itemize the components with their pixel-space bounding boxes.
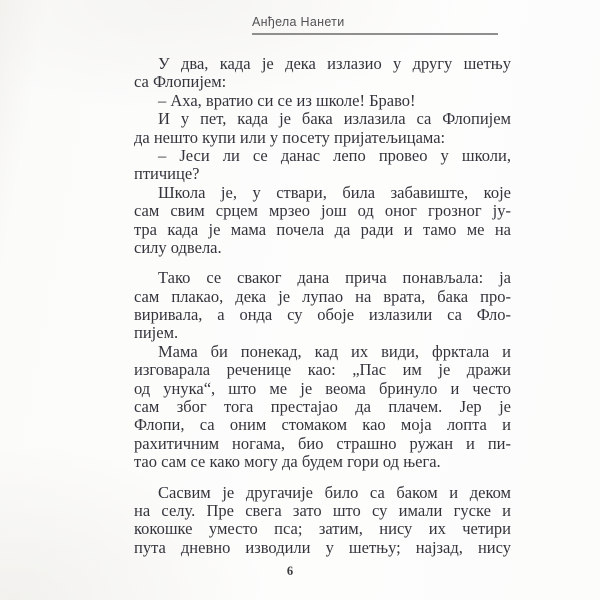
text-line: изговарала реченице као: „Пас им је дражи (134, 361, 511, 380)
paragraph (134, 55, 511, 92)
text-line: од унука“, што ме је веома бринуло и често (134, 379, 511, 398)
page-number: 6 (286, 564, 294, 578)
running-header (252, 13, 498, 35)
text-line: тао сам се како могу да будем гори од њега. (134, 453, 441, 472)
text-line: – Аха, вратио си се из школе! Браво! (158, 91, 416, 110)
text-line: да нешто купи или у посету пријатељицама: (134, 128, 446, 147)
text-block (134, 55, 511, 557)
paragraph (134, 184, 511, 258)
text-line: сам свим срцем мрзео још од оног грозног ју- (134, 202, 511, 221)
text-line: тра када је мама почела да ради и тамо ме на (134, 220, 511, 239)
text-line: Тако се сваког дана прича понављала: ја (158, 269, 511, 288)
text-line: пијем. (134, 324, 179, 343)
paragraph-dialogue (134, 92, 511, 110)
text-line: сам због тога престајао да плачем. Јер је (134, 398, 511, 417)
paragraph (134, 269, 511, 343)
paragraph (134, 484, 511, 558)
text-line: силу одвела. (134, 238, 222, 257)
text-line: кокошке уместо пса; затим, нису их четири (134, 520, 511, 539)
text-line: на селу. Пре свега зато што су имали гуске и (134, 501, 511, 520)
text-line: пута дневно изводили у шетњу; најзад, нису (134, 538, 511, 557)
text-line: са Флопијем: (134, 73, 227, 92)
text-line: – Јеси ли се данас лепо провео у школи, (158, 146, 511, 165)
author-name: Анђела Нанети (252, 15, 345, 29)
paragraph (134, 110, 511, 147)
text-line: И у пет, када је бака излазила са Флопијем (158, 110, 511, 129)
text-line: У два, када је дека излазио у другу шетњу (158, 55, 511, 73)
text-line: птичице? (134, 165, 200, 184)
text-line: сам плакао, дека је лупао на врата, бака про- (134, 287, 511, 306)
paragraph-dialogue (134, 147, 511, 184)
text-line: Сасвим је другачије било са баком и деком (158, 483, 511, 502)
text-line: Мама би понекад, кад их види, фрктала и (158, 342, 511, 361)
text-line: Флопи, са оним стомаком као моја лопта и (134, 416, 511, 435)
text-line: рахитичним ногама, био страшно ружан и пи- (134, 434, 511, 453)
text-line: Школа је, у ствари, била забавиште, које (158, 183, 511, 202)
paragraph (134, 343, 511, 472)
text-line: виривала, а онда су обоје излазили са Фло- (134, 306, 511, 325)
